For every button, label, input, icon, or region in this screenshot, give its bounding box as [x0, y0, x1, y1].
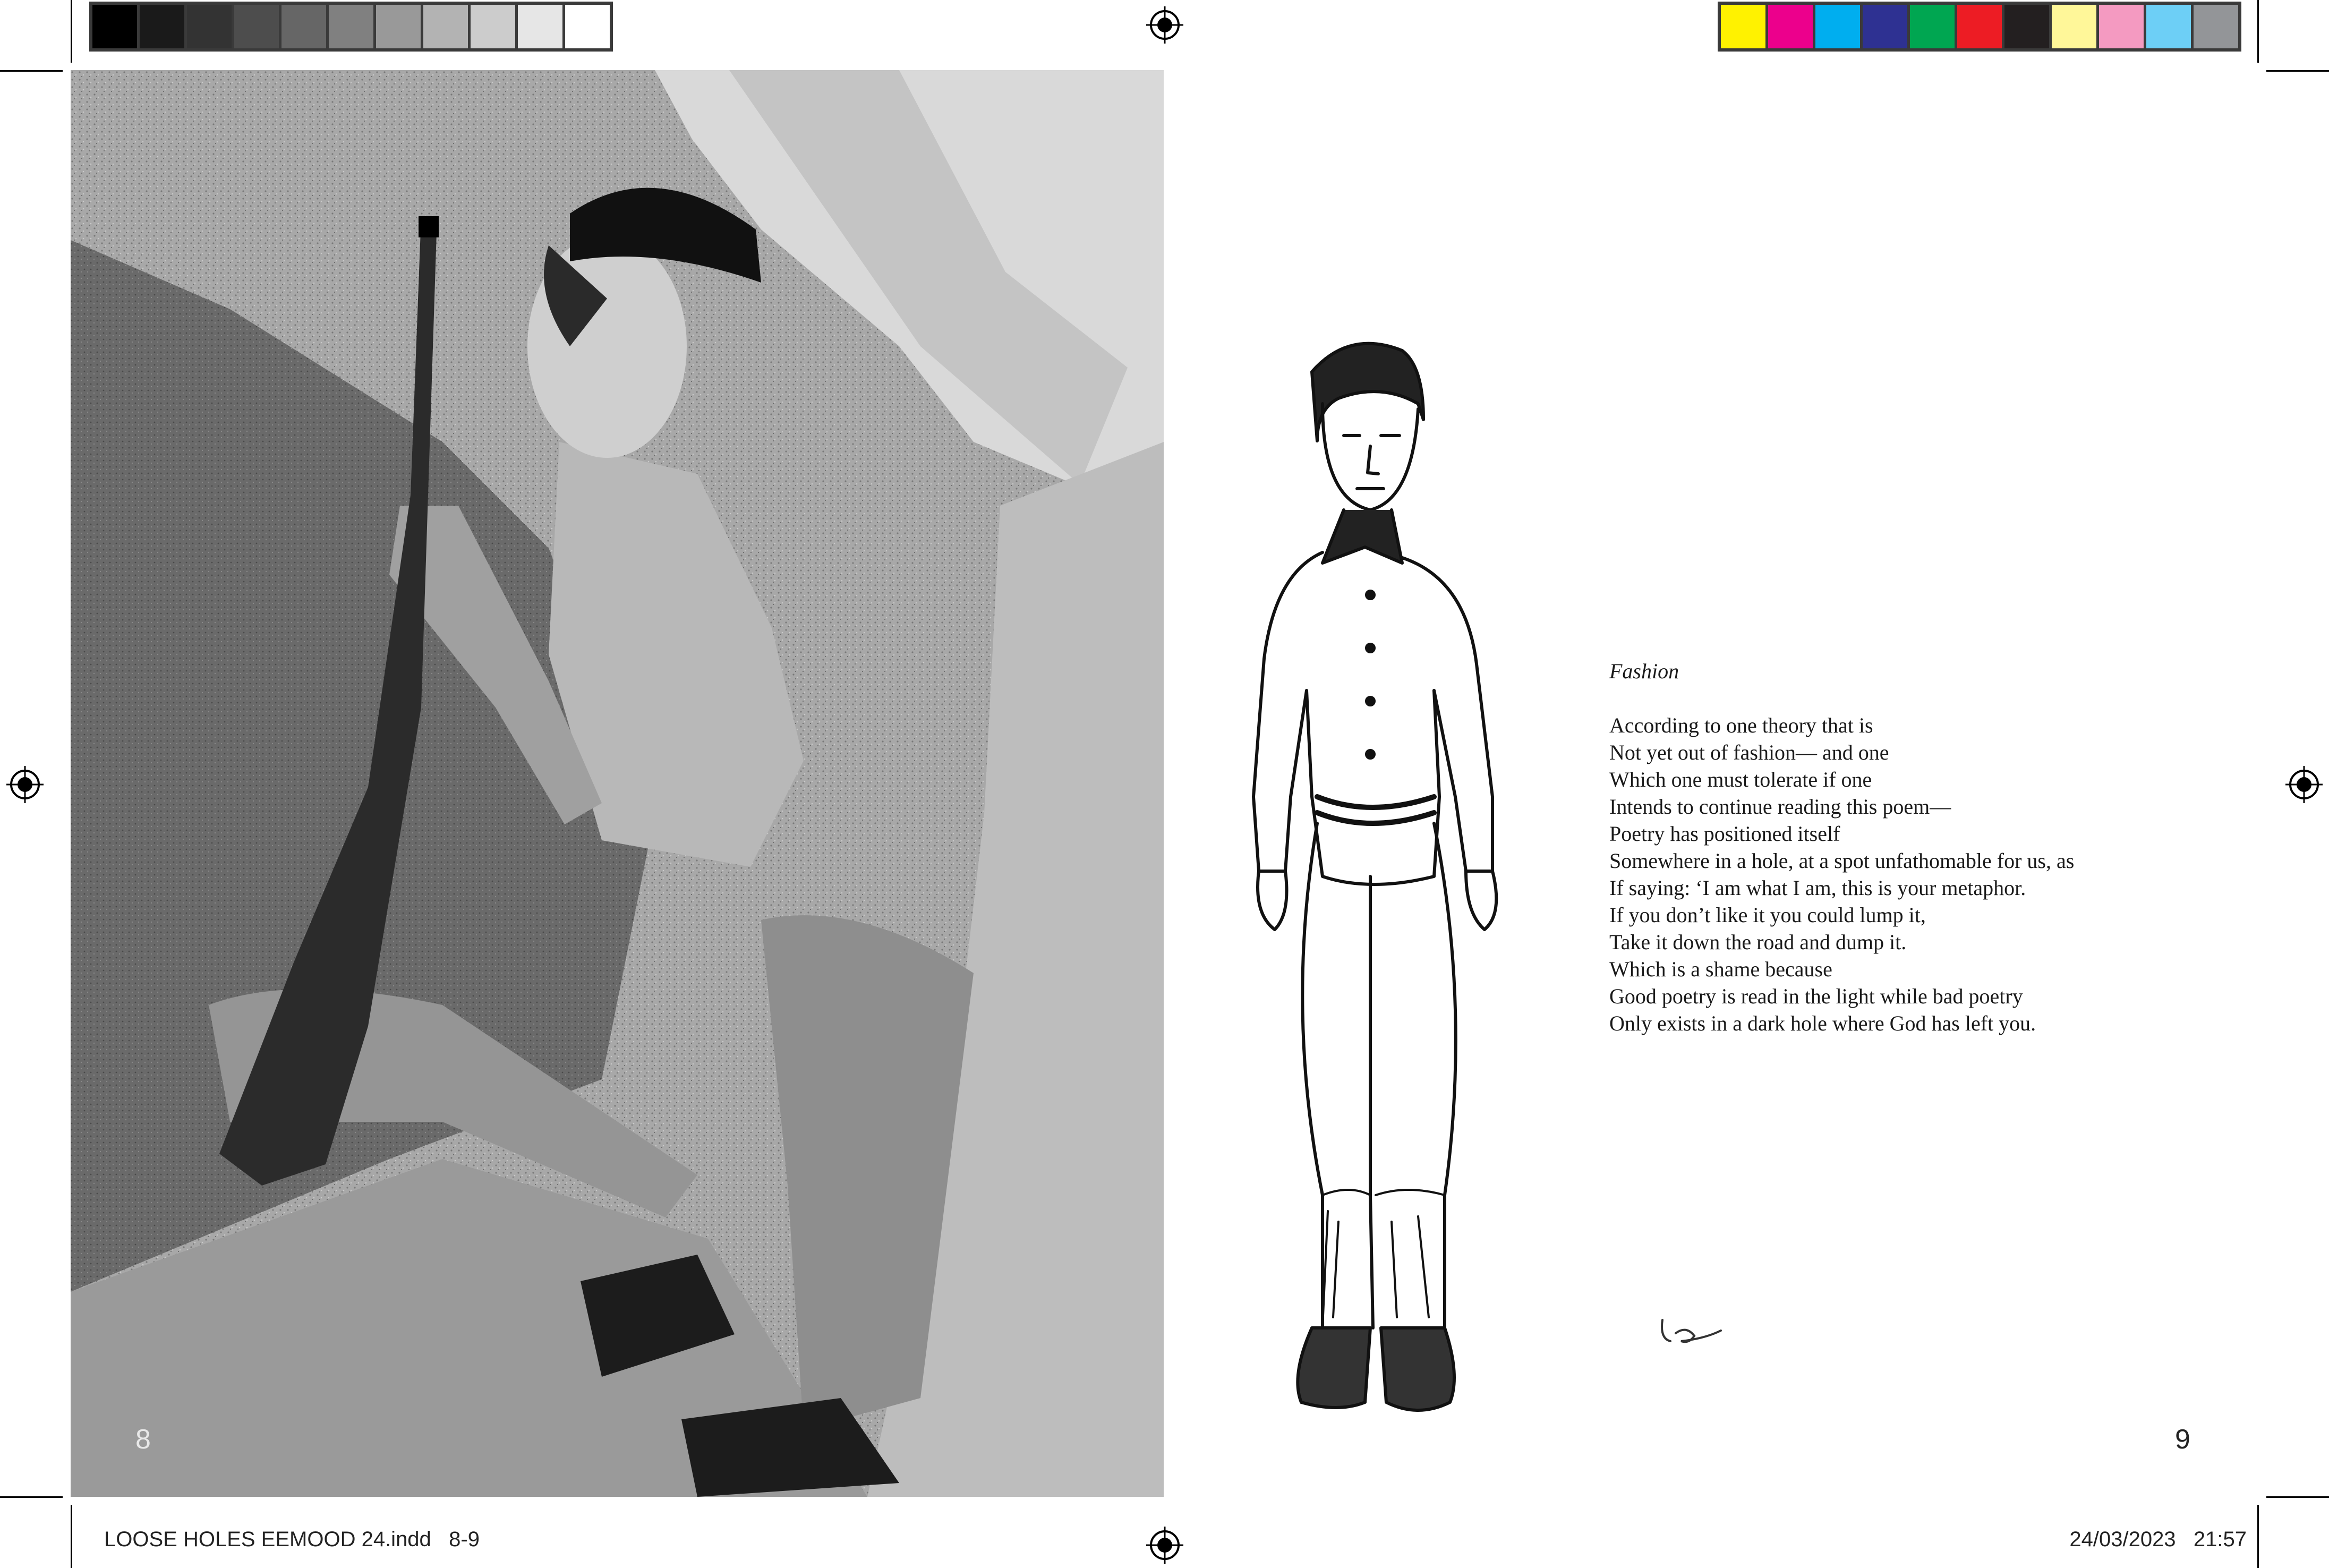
color-swatch: [2194, 5, 2238, 48]
crop-mark: [2266, 70, 2329, 72]
poem-line: If saying: ‘I am what I am, this is your metaphor.: [1609, 876, 2026, 900]
color-swatch: [471, 5, 515, 48]
crop-mark: [2266, 1496, 2329, 1498]
color-swatch: [92, 5, 137, 48]
crop-mark: [71, 1505, 72, 1568]
color-swatch: [1910, 5, 1955, 48]
color-swatch: [187, 5, 232, 48]
signature-icon: [1657, 1312, 1731, 1349]
color-swatch: [1863, 5, 1907, 48]
poem-title: Fashion: [1609, 659, 1679, 683]
crop-mark: [71, 0, 72, 63]
registration-mark-icon: [2285, 766, 2323, 803]
poem-line: Poetry has positioned itself: [1609, 822, 1840, 846]
color-swatch: [518, 5, 562, 48]
poem-line: Which is a shame because: [1609, 957, 1832, 981]
poem: [1609, 658, 2247, 1037]
color-swatch: [234, 5, 279, 48]
poem-line: If you don’t like it you could lump it,: [1609, 903, 1926, 927]
crop-mark: [0, 1496, 63, 1498]
registration-mark-icon: [6, 766, 44, 803]
color-swatch: [376, 5, 421, 48]
color-swatch: [1768, 5, 1813, 48]
color-swatch: [2004, 5, 2049, 48]
poem-line: According to one theory that is: [1609, 713, 1873, 737]
crop-mark: [0, 70, 63, 72]
process-color-bar: [1718, 2, 2241, 52]
color-swatch: [565, 5, 610, 48]
poem-line: Good poetry is read in the light while bad poetry: [1609, 984, 2023, 1008]
slug-timestamp: 24/03/2023 21:57: [2069, 1528, 2247, 1551]
color-swatch: [1957, 5, 2002, 48]
color-swatch: [1815, 5, 1860, 48]
figure-sketch-icon: [1243, 319, 1593, 1429]
poem-line: Only exists in a dark hole where God has left you.: [1609, 1011, 2036, 1035]
color-swatch: [423, 5, 468, 48]
poem-line: Intends to continue reading this poem—: [1609, 795, 1951, 819]
page-number-right: 9: [2175, 1424, 2190, 1455]
grayscale-color-bar: [89, 2, 613, 52]
poem-line: Not yet out of fashion— and one: [1609, 740, 1889, 764]
registration-mark-icon: [1146, 6, 1183, 44]
color-swatch: [2099, 5, 2144, 48]
crop-mark: [2257, 1505, 2259, 1568]
page-number-left: 8: [135, 1424, 151, 1455]
color-swatch: [329, 5, 373, 48]
color-swatch: [281, 5, 326, 48]
poem-line: Somewhere in a hole, at a spot unfathomable for us, as: [1609, 849, 2075, 873]
photo-collage-icon: [71, 70, 1164, 1497]
poem-line: Which one must tolerate if one: [1609, 768, 1872, 791]
registration-mark-icon: [1146, 1527, 1183, 1564]
color-swatch: [140, 5, 184, 48]
crop-mark: [2257, 0, 2259, 63]
slug-file-info: LOOSE HOLES EEMOOD 24.indd 8-9: [104, 1528, 480, 1551]
color-swatch: [2052, 5, 2096, 48]
poem-line: Take it down the road and dump it.: [1609, 930, 1907, 954]
color-swatch: [2146, 5, 2191, 48]
color-swatch: [1721, 5, 1765, 48]
